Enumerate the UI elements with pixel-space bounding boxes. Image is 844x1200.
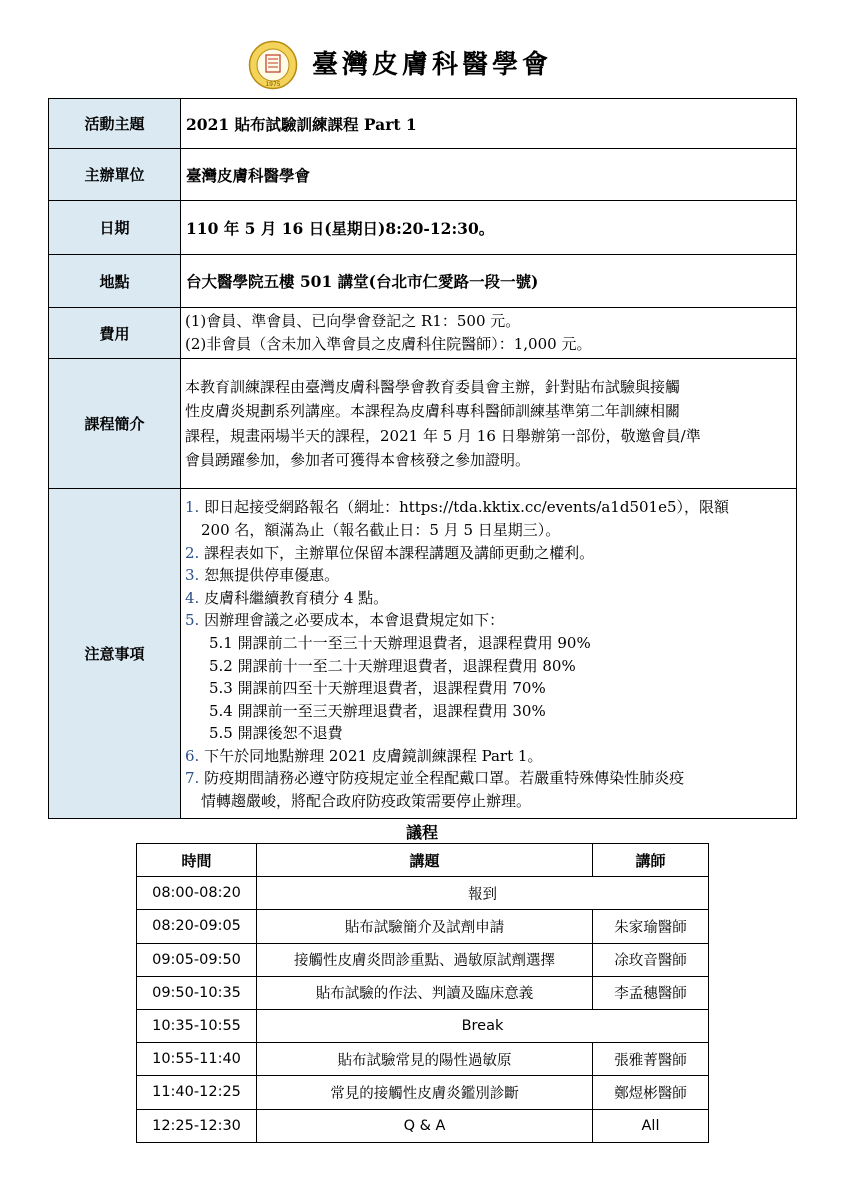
agenda-time: 09:50-10:35 (137, 976, 257, 1009)
note-item (185, 745, 794, 768)
venue-label: 地點 (49, 255, 181, 308)
agenda-speaker: 張雅菁醫師 (593, 1043, 709, 1076)
agenda-topic: Q & A (257, 1109, 593, 1142)
note-number: 4. (185, 588, 200, 607)
note-item (185, 655, 794, 678)
association-logo (248, 40, 298, 90)
agenda-speaker: 朱家瑜醫師 (593, 910, 709, 943)
agenda-time: 08:00-08:20 (137, 877, 257, 910)
note-text: 防疫期間請務必遵守防疫規定並全程配戴口罩。若嚴重特殊傳染性肺炎疫 (204, 769, 685, 788)
agenda-header-time: 時間 (137, 844, 257, 877)
organization-title: 臺灣皮膚科醫學會 (312, 50, 553, 80)
date-row (49, 201, 797, 255)
note-item (185, 519, 794, 542)
date-label: 日期 (49, 201, 181, 255)
note-item (185, 564, 794, 587)
agenda-row (137, 976, 709, 1009)
note-number: 1. (185, 498, 200, 517)
note-text: 5.4 開課前一至三天辦理退費者，退課程費用 30% (209, 701, 546, 720)
agenda-header-row (137, 844, 709, 877)
intro-label: 課程簡介 (49, 359, 181, 489)
topic-value: 2021 貼布試驗訓練課程 Part 1 (181, 99, 797, 149)
note-text: 200 名，額滿為止（報名截止日：5 月 5 日星期三）。 (201, 520, 561, 539)
note-text: 皮膚科繼續教育積分 4 點。 (204, 588, 389, 607)
agenda-row (137, 1109, 709, 1142)
notes-list (181, 494, 796, 812)
note-item (185, 587, 794, 610)
agenda-row (137, 1043, 709, 1076)
event-info-table (48, 98, 797, 819)
note-text: 即日起接受網路報名（網址：https://tda.kktix.cc/events/a1d501e5），限額 (204, 498, 730, 517)
note-text: 課程表如下，主辦單位保留本課程講題及講師更動之權利。 (204, 543, 595, 562)
fee-nonmember: (2)非會員（含未加入準會員之皮膚科住院醫師）：1,000 元。 (185, 335, 592, 353)
agenda-speaker: 鄭煜彬醫師 (593, 1076, 709, 1109)
agenda-table (136, 843, 709, 1143)
agenda-topic: 常見的接觸性皮膚炎鑑別診斷 (257, 1076, 593, 1109)
note-text: 下午於同地點辦理 2021 皮膚鏡訓練課程 Part 1。 (204, 746, 543, 765)
agenda-speaker: All (593, 1109, 709, 1142)
note-text: 5.5 開課後恕不退費 (209, 724, 343, 743)
intro-line: 本教育訓練課程由臺灣皮膚科醫學會教育委員會主辦，針對貼布試驗與接觸 (185, 377, 681, 396)
agenda-row (137, 910, 709, 943)
note-item (185, 632, 794, 655)
agenda-row (137, 1076, 709, 1109)
date-value: 110 年 5 月 16 日(星期日)8:20-12:30。 (181, 201, 797, 255)
intro-line: 課程，規畫兩場半天的課程，2021 年 5 月 16 日舉辦第一部份，敬邀會員/準 (185, 426, 701, 445)
logo-year: 1975 (265, 81, 281, 88)
topic-row (49, 99, 797, 149)
agenda-topic: 貼布試驗的作法、判讀及臨床意義 (257, 976, 593, 1009)
note-text: 因辦理會議之必要成本，本會退費規定如下： (204, 611, 505, 630)
agenda-time: 12:25-12:30 (137, 1109, 257, 1142)
fee-label: 費用 (49, 308, 181, 359)
note-number: 7. (185, 769, 200, 788)
organizer-value: 臺灣皮膚科醫學會 (181, 149, 797, 201)
topic-label: 活動主題 (49, 99, 181, 149)
note-text: 恕無提供停車優惠。 (204, 566, 340, 585)
agenda-topic: 接觸性皮膚炎問診重點、過敏原試劑選擇 (257, 943, 593, 976)
agenda-header-topic: 講題 (257, 844, 593, 877)
page-header (0, 36, 844, 96)
note-text: 5.1 開課前二十一至三十天辦理退費者，退課程費用 90% (209, 633, 591, 652)
agenda-time: 11:40-12:25 (137, 1076, 257, 1109)
agenda-speaker: 凃玫音醫師 (593, 943, 709, 976)
venue-value: 台大醫學院五樓 501 講堂(台北市仁愛路一段一號) (181, 255, 797, 308)
note-item (185, 609, 794, 632)
organizer-label: 主辦單位 (49, 149, 181, 201)
agenda-speaker: 李孟穗醫師 (593, 976, 709, 1009)
notes-row (49, 489, 797, 819)
agenda-topic: 貼布試驗簡介及試劑申請 (257, 910, 593, 943)
agenda-row (137, 943, 709, 976)
note-number: 2. (185, 543, 200, 562)
note-item (185, 722, 794, 745)
agenda-topic: Break (257, 1009, 709, 1042)
note-item (185, 767, 794, 790)
note-item (185, 700, 794, 723)
agenda-time: 08:20-09:05 (137, 910, 257, 943)
note-text: 5.3 開課前四至十天辦理退費者，退課程費用 70% (209, 679, 546, 698)
agenda-topic: 報到 (257, 877, 709, 910)
note-item (185, 496, 794, 519)
note-item (185, 677, 794, 700)
agenda-time: 10:35-10:55 (137, 1009, 257, 1042)
notes-label: 注意事項 (49, 489, 181, 819)
fee-value (181, 308, 797, 359)
agenda-row (137, 1009, 709, 1042)
notes-value (181, 489, 797, 819)
agenda-caption: 議程 (405, 823, 438, 842)
fee-member: (1)會員、準會員、已向學會登記之 R1：500 元。 (185, 312, 521, 330)
agenda-body (137, 877, 709, 1143)
intro-line: 會員踴躍參加，參加者可獲得本會核發之參加證明。 (185, 451, 531, 469)
agenda-time: 10:55-11:40 (137, 1043, 257, 1076)
note-number: 6. (185, 746, 200, 765)
note-item (185, 790, 794, 813)
organizer-row (49, 149, 797, 201)
note-item (185, 542, 794, 565)
agenda-row (137, 877, 709, 910)
note-text: 情轉趨嚴峻，將配合政府防疫政策需要停止辦理。 (201, 792, 532, 811)
agenda-topic: 貼布試驗常見的陽性過敏原 (257, 1043, 593, 1076)
venue-row (49, 255, 797, 308)
agenda-time: 09:05-09:50 (137, 943, 257, 976)
note-text: 5.2 開課前十一至二十天辦理退費者，退課程費用 80% (209, 656, 576, 675)
note-number: 3. (185, 566, 200, 585)
fee-row (49, 308, 797, 359)
intro-value (181, 359, 797, 489)
agenda-header-speaker: 講師 (593, 844, 709, 877)
note-number: 5. (185, 611, 200, 630)
intro-line: 性皮膚炎規劃系列講座。本課程為皮膚科專科醫師訓練基準第二年訓練相關 (185, 402, 681, 420)
intro-row (49, 359, 797, 489)
